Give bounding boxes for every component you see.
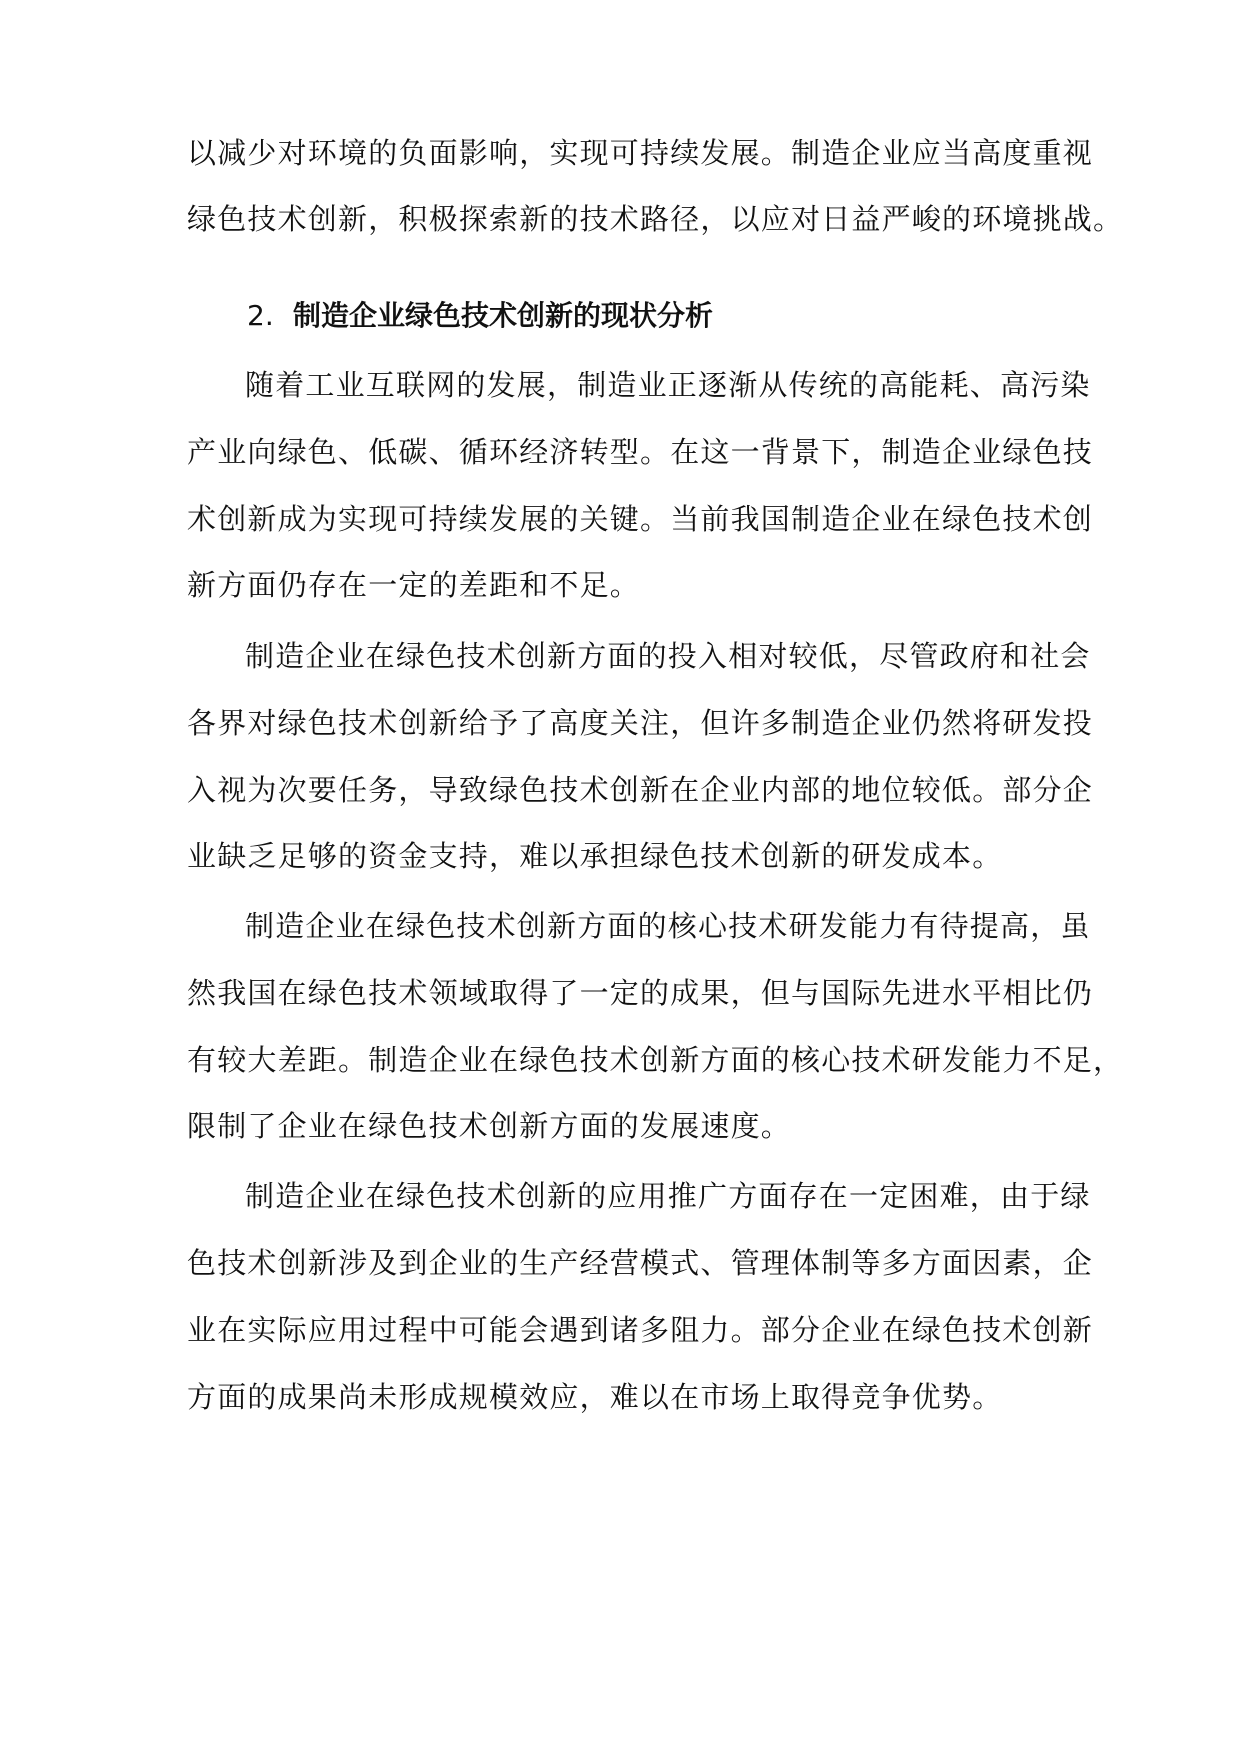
text-line: 方面的成果尚未形成规模效应，难以在市场上取得竞争优势。 xyxy=(187,1380,1003,1414)
text-line: 业缺乏足够的资金支持，难以承担绿色技术创新的研发成本。 xyxy=(187,839,1003,873)
text-line: 制造企业在绿色技术创新方面的核心技术研发能力有待提高，虽 xyxy=(245,909,1091,943)
section-title: 制造企业绿色技术创新的现状分析 xyxy=(293,299,714,332)
text-line: 然我国在绿色技术领域取得了一定的成果，但与国际先进水平相比仍 xyxy=(187,976,1094,1010)
text-line: 制造企业在绿色技术创新的应用推广方面存在一定困难，由于绿 xyxy=(245,1179,1091,1213)
text-line: 绿色技术创新，积极探索新的技术路径，以应对日益严峻的环境挑战。 xyxy=(187,202,1124,236)
text-line: 业在实际应用过程中可能会遇到诸多阻力。部分企业在绿色技术创新 xyxy=(187,1313,1094,1347)
text-line: 随着工业互联网的发展，制造业正逐渐从传统的高能耗、高污染 xyxy=(245,368,1091,402)
text-line: 限制了企业在绿色技术创新方面的发展速度。 xyxy=(187,1109,792,1143)
text-line: 有较大差距。制造企业在绿色技术创新方面的核心技术研发能力不足， xyxy=(187,1043,1124,1077)
text-line: 制造企业在绿色技术创新方面的投入相对较低，尽管政府和社会 xyxy=(245,639,1091,673)
text-line: 色技术创新涉及到企业的生产经营模式、管理体制等多方面因素，企 xyxy=(187,1246,1094,1280)
text-line: 产业向绿色、低碳、循环经济转型。在这一背景下，制造企业绿色技 xyxy=(187,435,1094,469)
section-heading xyxy=(247,296,713,336)
text-line: 以减少对环境的负面影响，实现可持续发展。制造企业应当高度重视 xyxy=(187,136,1094,170)
text-line: 各界对绿色技术创新给予了高度关注，但许多制造企业仍然将研发投 xyxy=(187,706,1094,740)
text-line: 新方面仍存在一定的差距和不足。 xyxy=(187,568,641,602)
text-line: 入视为次要任务，导致绿色技术创新在企业内部的地位较低。部分企 xyxy=(187,773,1094,807)
text-line: 术创新成为实现可持续发展的关键。当前我国制造企业在绿色技术创 xyxy=(187,502,1094,536)
section-number: 2. xyxy=(247,299,274,332)
